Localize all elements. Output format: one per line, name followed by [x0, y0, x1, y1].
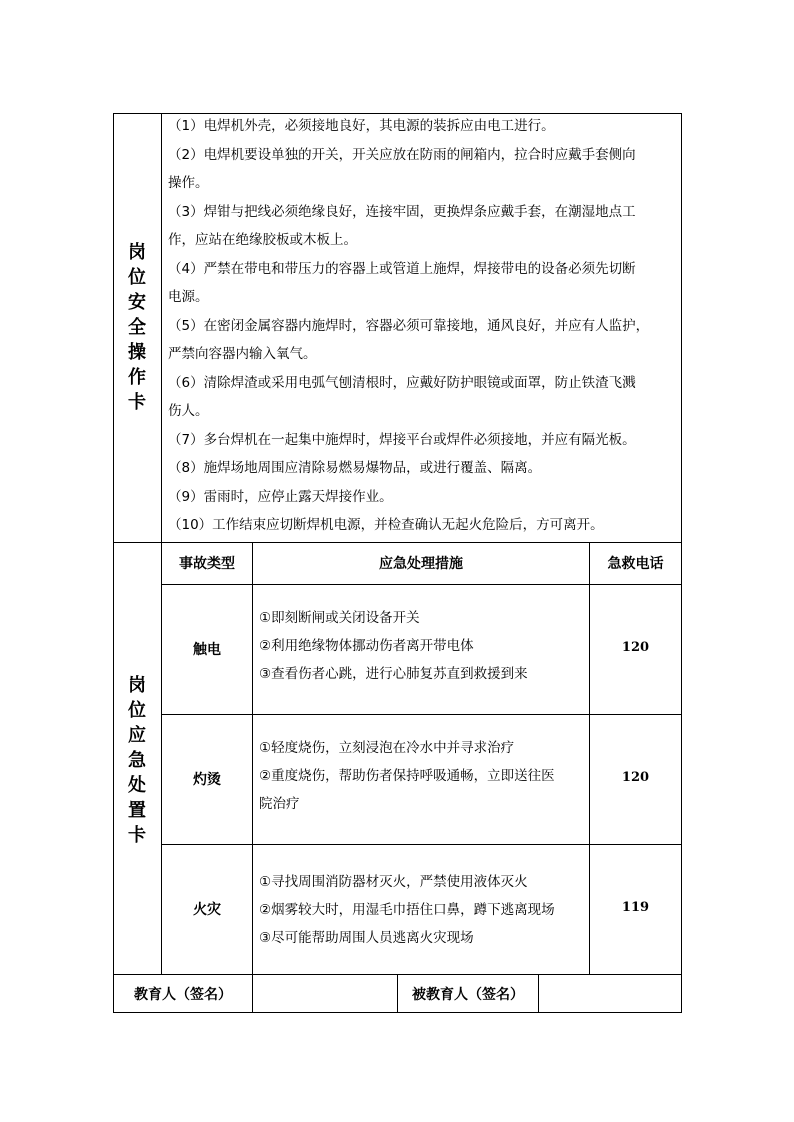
- divider-row-2: [161, 844, 682, 845]
- safety-rule-line: （6）清除焊渣或采用电弧气刨清根时，应戴好防护眼镜或面罩，防止铁渣飞溅: [168, 375, 636, 391]
- measure-line: ③尽可能帮助周围人员逃离火灾现场: [259, 930, 474, 946]
- educator-signature-field[interactable]: [253, 975, 397, 1012]
- title-char: 位: [128, 700, 146, 721]
- safety-card-title: [113, 240, 161, 415]
- divider-row-1: [161, 714, 682, 715]
- header-emergency-phone: 急救电话: [607, 556, 664, 572]
- title-char: 操: [128, 342, 146, 363]
- header-measures: 应急处理措施: [379, 556, 463, 572]
- title-char: 岗: [128, 675, 146, 696]
- title-char: 卡: [128, 392, 146, 413]
- measure-line: ①即刻断闸或关闭设备开关: [259, 610, 420, 626]
- title-char: 岗: [128, 242, 146, 263]
- border-right: [681, 113, 682, 1013]
- title-char: 安: [128, 292, 146, 313]
- educatee-signature-label: 被教育人（签名）: [412, 987, 524, 1003]
- safety-rule-line: （4）严禁在带电和带压力的容器上或管道上施焊，焊接带电的设备必须先切断: [168, 261, 636, 277]
- safety-rule-line: （1）电焊机外壳，必须接地良好，其电源的装拆应由电工进行。: [168, 118, 555, 134]
- measure-line: ②重度烧伤，帮助伤者保持呼吸通畅，立即送往医: [259, 768, 555, 784]
- title-char: 全: [128, 317, 146, 338]
- title-char: 处: [128, 775, 146, 796]
- emergency-phone: 120: [621, 770, 650, 785]
- divider-title-column: [161, 113, 162, 974]
- safety-rule-line: 操作。: [168, 175, 209, 191]
- title-char: 应: [128, 725, 146, 746]
- emergency-phone: 119: [621, 900, 650, 915]
- safety-rule-line: （5）在密闭金属容器内施焊时，容器必须可靠接地，通风良好，并应有人监护，: [168, 318, 650, 334]
- measure-line: ②利用绝缘物体挪动伤者离开带电体: [259, 638, 474, 654]
- safety-rule-line: 作，应站在绝缘胶板或木板上。: [168, 232, 357, 248]
- safety-rule-line: 伤人。: [168, 403, 209, 419]
- title-char: 卡: [128, 825, 146, 846]
- safety-rule-line: （9）雷雨时，应停止露天焊接作业。: [168, 489, 393, 505]
- accident-type: 火灾: [193, 902, 221, 918]
- measure-line: ①轻度烧伤，立刻浸泡在冷水中并寻求治疗: [259, 740, 515, 756]
- title-char: 位: [128, 267, 146, 288]
- educator-signature-label: 教育人（签名）: [134, 987, 232, 1003]
- emergency-phone: 120: [621, 640, 650, 655]
- safety-rule-line: （8）施焊场地周围应清除易燃易爆物品，或进行覆盖、隔离。: [168, 460, 542, 476]
- divider-header: [161, 584, 682, 585]
- safety-rule-line: （10）工作结束应切断焊机电源，并检查确认无起火危险后，方可离开。: [168, 517, 604, 533]
- emergency-card-title: [113, 673, 161, 848]
- accident-type: 触电: [193, 642, 221, 658]
- measure-line: 院治疗: [259, 796, 300, 812]
- safety-rule-line: 电源。: [168, 289, 209, 305]
- safety-rule-line: （2）电焊机要设单独的开关，开关应放在防雨的闸箱内，拉合时应戴手套侧向: [168, 147, 636, 163]
- safety-rule-line: 严禁向容器内输入氧气。: [168, 346, 317, 362]
- title-char: 作: [128, 367, 146, 388]
- measure-line: ③查看伤者心跳，进行心肺复苏直到救援到来: [259, 666, 528, 682]
- measure-line: ①寻找周围消防器材灭火，严禁使用液体灭火: [259, 874, 528, 890]
- accident-type: 灼烫: [193, 772, 221, 788]
- title-char: 置: [128, 800, 146, 821]
- educatee-signature-field[interactable]: [539, 975, 681, 1012]
- title-char: 急: [128, 750, 146, 771]
- divider-safety-emergency: [113, 542, 682, 543]
- measure-line: ②烟雾较大时，用湿毛巾捂住口鼻，蹲下逃离现场: [259, 902, 555, 918]
- safety-rule-line: （3）焊钳与把线必须绝缘良好，连接牢固，更换焊条应戴手套，在潮湿地点工: [168, 204, 636, 220]
- header-accident-type: 事故类型: [179, 556, 235, 572]
- safety-rule-line: （7）多台焊机在一起集中施焊时，焊接平台或焊件必须接地，并应有隔光板。: [168, 432, 636, 448]
